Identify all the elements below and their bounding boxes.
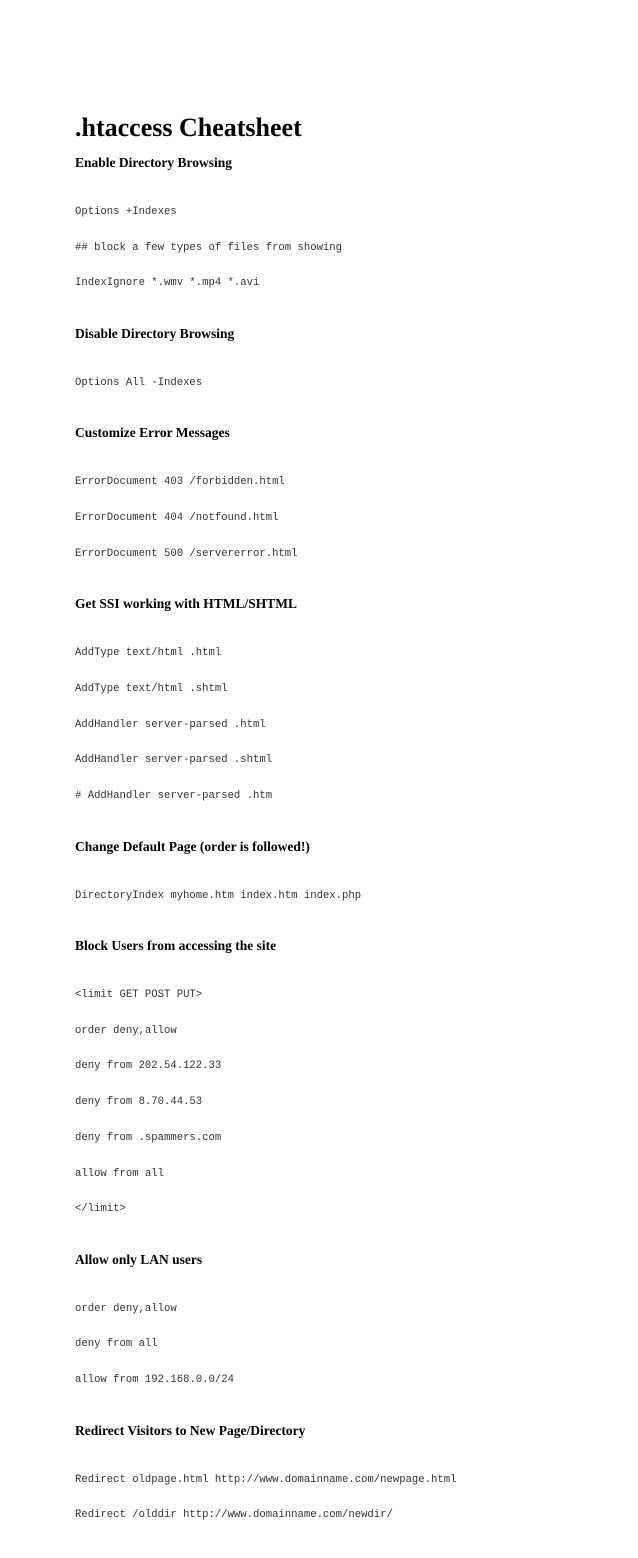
code-block: [75, 453, 615, 584]
code-line: IndexIgnore *.wmv *.mp4 *.avi: [75, 277, 260, 290]
code-block: [75, 354, 615, 414]
section-block-users: [75, 938, 615, 1240]
code-line: Options +Indexes: [75, 205, 177, 218]
code-line: ## block a few types of files from showing: [75, 241, 343, 254]
code-line: deny from 8.70.44.53: [75, 1096, 203, 1109]
section-change-default-page: [75, 839, 615, 927]
code-line: AddType text/html .shtml: [75, 682, 228, 695]
code-line: order deny,allow: [75, 1302, 177, 1315]
section-heading: Block Users from accessing the site: [75, 938, 277, 954]
code-line: allow from 192.168.0.0/24: [75, 1374, 234, 1387]
code-line: AddType text/html .html: [75, 647, 222, 660]
code-block: [75, 183, 615, 314]
section-ssi-html-shtml: [75, 596, 615, 826]
code-line: Options All -Indexes: [75, 376, 203, 389]
code-line: order deny,allow: [75, 1024, 177, 1037]
code-line: <limit GET POST PUT>: [75, 989, 203, 1002]
section-disable-directory-browsing: [75, 326, 615, 414]
code-line: deny from .spammers.com: [75, 1131, 222, 1144]
code-block: [75, 1280, 615, 1411]
code-line: DirectoryIndex myhome.htm index.htm index.php: [75, 889, 362, 902]
section-enable-directory-browsing: [75, 155, 615, 314]
code-line: Redirect /olddir http://www.domainname.com/newdir/: [75, 1509, 393, 1522]
code-line: AddHandler server-parsed .shtml: [75, 754, 273, 767]
section-redirect-visitors: [75, 1423, 615, 1546]
code-block: [75, 867, 615, 927]
section-heading: Disable Directory Browsing: [75, 325, 235, 341]
section-heading: Enable Directory Browsing: [75, 155, 232, 170]
section-heading: Get SSI working with HTML/SHTML: [75, 596, 298, 612]
code-line: Redirect oldpage.html http://www.domainname.com/newpage.html: [75, 1473, 457, 1486]
code-line: ErrorDocument 404 /notfound.html: [75, 511, 279, 524]
code-line: ErrorDocument 500 /servererror.html: [75, 547, 298, 560]
code-line: deny from 202.54.122.33: [75, 1060, 222, 1073]
section-heading: Allow only LAN users: [75, 1251, 203, 1267]
code-line: allow from all: [75, 1167, 165, 1180]
document-title: .htaccess Cheatsheet: [75, 113, 302, 142]
document-page: [75, 113, 615, 1558]
code-line: AddHandler server-parsed .html: [75, 718, 266, 731]
section-heading: Change Default Page (order is followed!): [75, 838, 310, 854]
code-block: [75, 624, 615, 826]
section-heading: Customize Error Messages: [75, 425, 230, 441]
code-block: [75, 966, 615, 1240]
code-line: deny from all: [75, 1338, 158, 1351]
code-line: ErrorDocument 403 /forbidden.html: [75, 476, 285, 489]
code-line: </limit>: [75, 1203, 126, 1216]
section-allow-lan-users: [75, 1252, 615, 1411]
code-block: [75, 1451, 615, 1546]
section-heading: Redirect Visitors to New Page/Directory: [75, 1422, 306, 1438]
code-line: # AddHandler server-parsed .htm: [75, 789, 273, 802]
section-customize-error-messages: [75, 425, 615, 584]
